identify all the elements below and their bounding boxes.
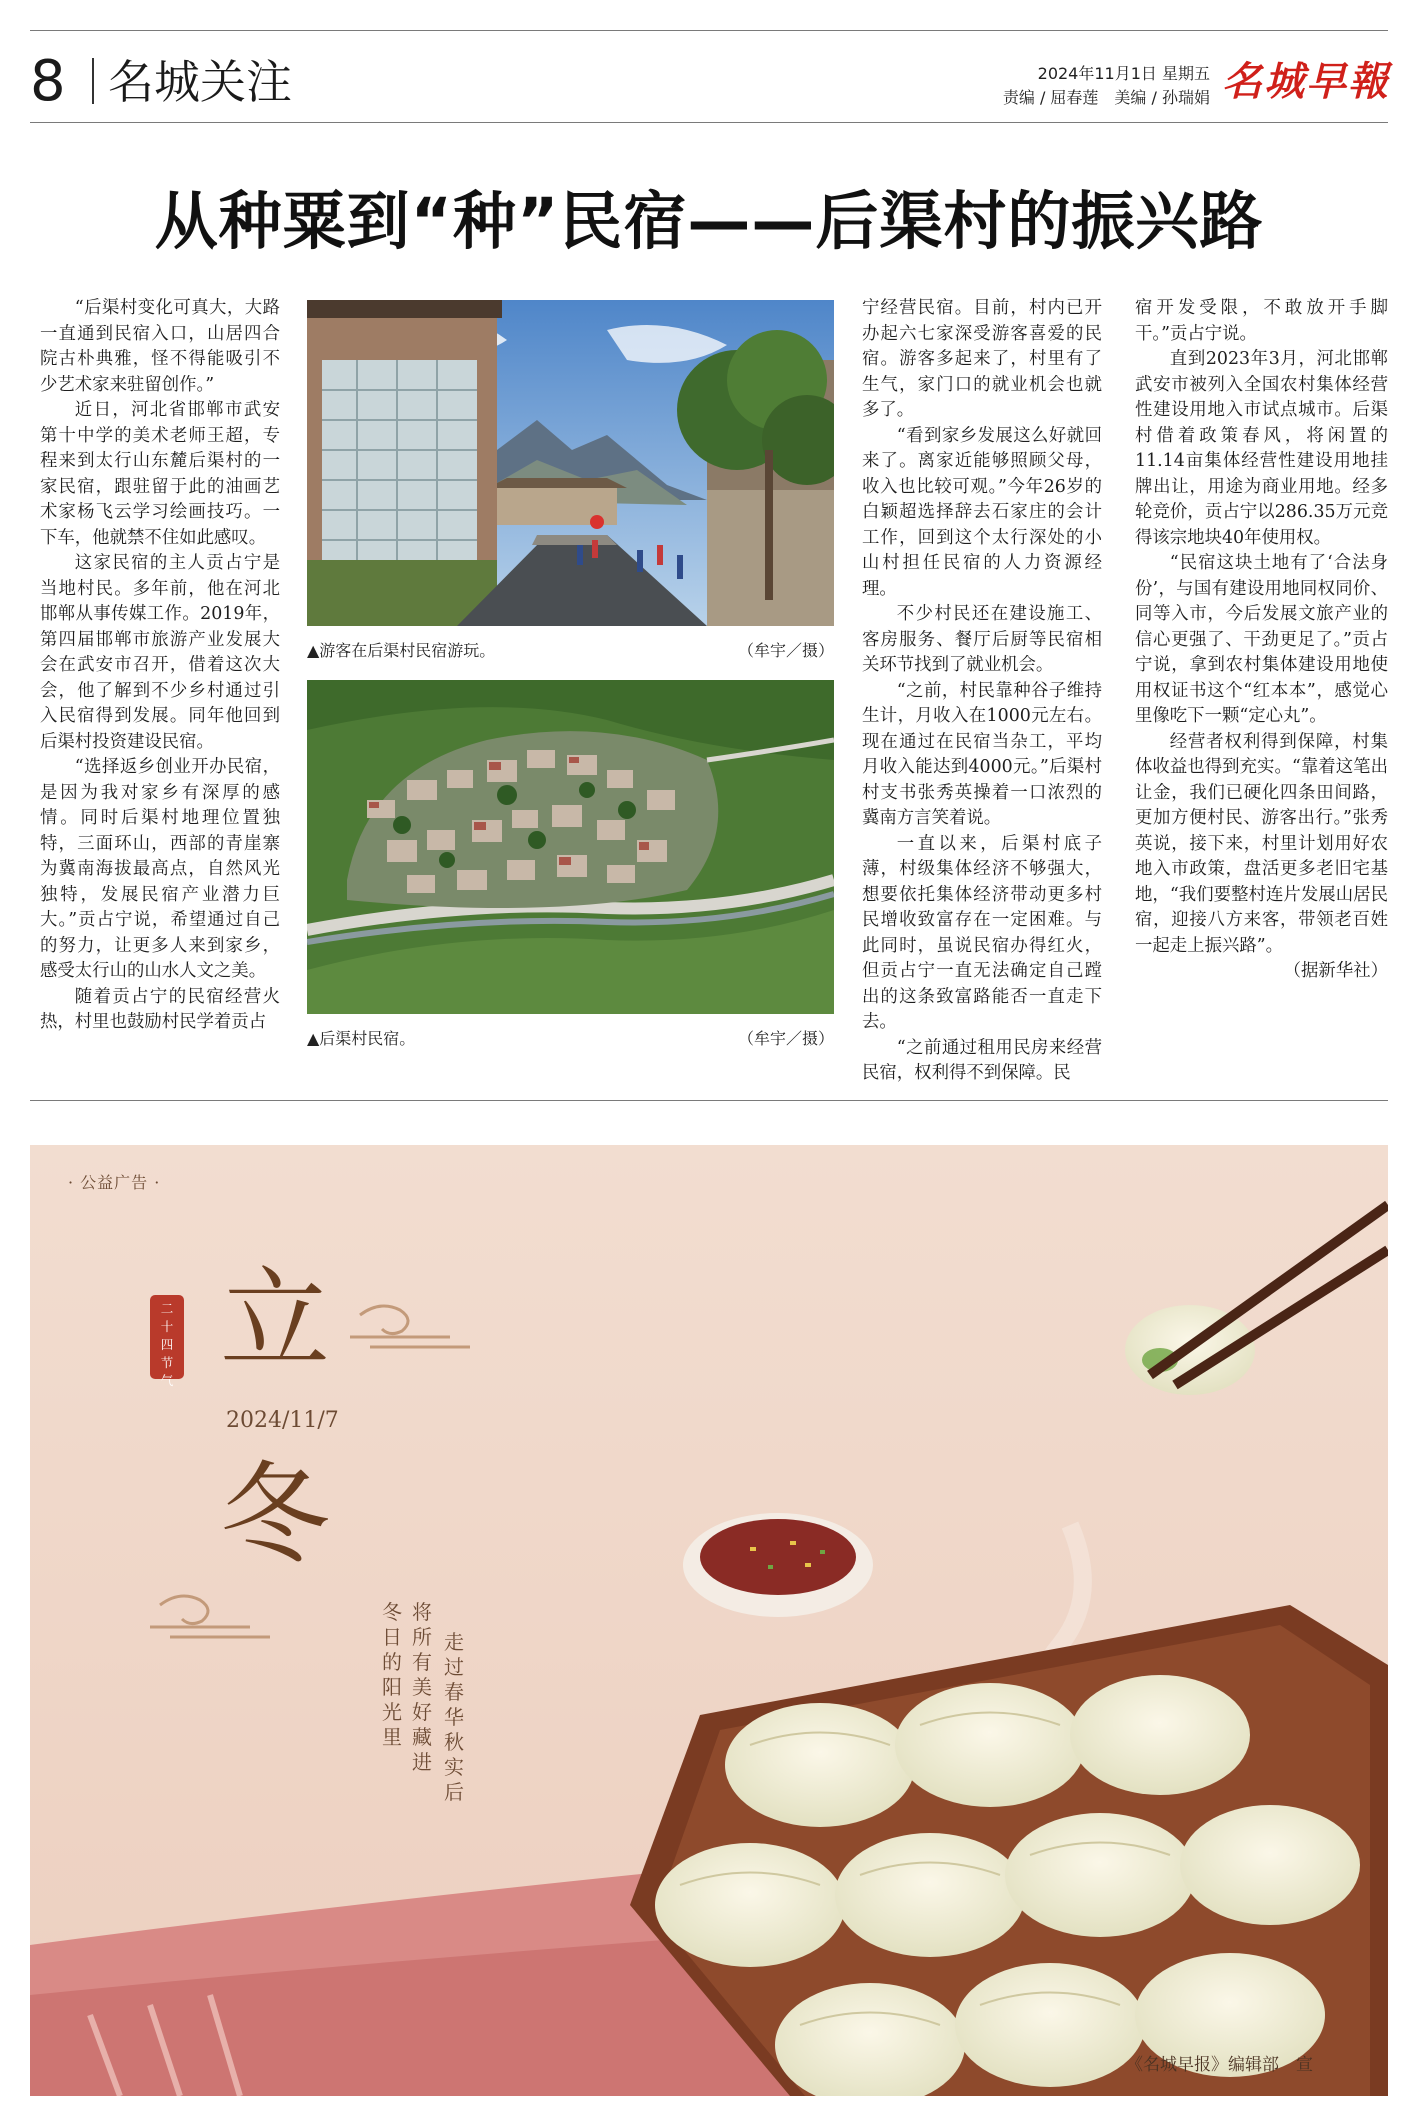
editors-line: 责编 / 屈春莲 美编 / 孙瑞娟 <box>1002 88 1210 107</box>
header-separator <box>92 58 94 104</box>
headline: 从种粟到“种”民宿——后渠村的振兴路 <box>154 185 1264 258</box>
article-column-1 <box>40 296 280 1036</box>
section-rule <box>30 1100 1388 1101</box>
paragraph: “看到家乡发展这么好就回来了。离家近能够照顾父母，收入也比较可观。”今年26岁的白颖超选择辞去石家庄的会计工作，回到这个太行深处的小山村担任民宿的人力资源经理。 <box>862 425 1102 599</box>
article-column-3 <box>862 296 1102 1087</box>
article-column-4 <box>1135 296 1388 985</box>
photo-aerial-village <box>307 680 834 1014</box>
paragraph: 宿开发受限，不敢放开手脚干。”贡占宁说。 <box>1135 298 1388 344</box>
street-photo-illustration <box>307 300 834 626</box>
aerial-photo-illustration <box>307 680 834 1014</box>
solar-term-char-1: 立 <box>220 1256 330 1384</box>
paragraph: “民宿这块土地有了‘合法身份’，与国有建设用地同权同价、同等入市，今后发展文旅产业的信心更强了、干劲更足了。”贡占宁说，拿到农村集体建设用地使用权证书这个“红本本”，感觉心里像吃下一颗“定心丸”。 <box>1135 553 1388 726</box>
photo-caption: ▲后渠村民宿。 <box>307 1029 416 1048</box>
paragraph: 宁经营民宿。目前，村内已开办起六七家深受游客喜爱的民宿。游客多起来了，村里有了生气，家门口的就业机会也就多了。 <box>862 298 1102 420</box>
paragraph <box>1135 730 1388 981</box>
paragraph: “之前通过租用民房来经营民宿，权利得不到保障。民 <box>862 1037 1102 1083</box>
public-service-poster <box>30 1145 1388 2096</box>
header-meta <box>960 62 1210 110</box>
article-source: （据新华社） <box>1283 961 1388 981</box>
paragraph: 不少村民还在建设施工、客房服务、餐厅后厨等民宿相关环节找到了就业机会。 <box>862 604 1102 675</box>
solar-term-char-2: 冬 <box>220 1451 330 1579</box>
photo-credit: （牟宇／摄） <box>737 641 834 660</box>
poster-footer: 《名城早报》编辑部 宣 <box>1126 2055 1313 2075</box>
photo-credit: （牟宇／摄） <box>737 1029 834 1048</box>
paragraph: 一直以来，后渠村底子薄，村级集体经济不够强大，想要依托集体经济带动更多村民增收致富存在一定困难。与此同时，虽说民宿办得红火，但贡占宁一直无法确定自己蹚出的这条致富路能否一直走下去。 <box>862 833 1102 1032</box>
page-number: 8 <box>30 49 66 114</box>
poem-line-3: 冬日的阳光里 <box>382 1600 402 1749</box>
poem-line-1: 走过春华秋实后 <box>444 1630 464 1804</box>
seal-text <box>150 1300 184 1390</box>
poem-line-2: 将所有美好藏进 <box>412 1600 432 1774</box>
paragraph-text: 经营者权利得到保障，村集体收益也得到充实。“靠着这笔出让金，我们已硬化四条田间路，更加方便村民、游客出行。”张秀英说，接下来，村里计划用好农地入市政策，盘活更多老旧宅基地，“我们要整村连片发展山居民宿，迎接八方来客，带领老百姓一起走上振兴路”。 <box>1135 731 1388 956</box>
paragraph: 随着贡占宁的民宿经营火热，村里也鼓励村民学着贡占 <box>40 986 280 1032</box>
section-title: 名城关注 <box>108 55 292 109</box>
ad-tag: · 公益广告 · <box>68 1173 161 1192</box>
paragraph: 近日，河北省邯郸市武安第十中学的美术老师王超，专程来到太行山东麓后渠村的一家民宿，跟驻留于此的油画艺术家杨飞云学习绘画技巧。一下车，他就禁不住如此感叹。 <box>40 400 280 548</box>
header-rule <box>30 122 1388 123</box>
photo-village-street <box>307 300 834 626</box>
date-line: 2024年11月1日 星期五 <box>1037 64 1210 83</box>
top-rule <box>30 30 1388 31</box>
paragraph: “后渠村变化可真大，大路一直通到民宿入口，山居四合院古朴典雅，怪不得能吸引不少艺术家来驻留创作。” <box>40 298 280 395</box>
paragraph: 这家民宿的主人贡占宁是当地村民。多年前，他在河北邯郸从事传媒工作。2019年，第四届邯郸市旅游产业发展大会在武安市召开，借着这次大会，他了解到不少乡村通过引入民宿得到发展。同年他回到后渠村投资建设民宿。 <box>40 553 280 752</box>
paragraph: “之前，村民靠种谷子维持生计，月收入在1000元左右。现在通过在民宿当杂工，平均月收入能达到4000元。”后渠村村支书张秀英操着一口浓烈的冀南方言笑着说。 <box>862 680 1102 828</box>
paragraph: “选择返乡创业开办民宿，是因为我对家乡有深厚的感情。同时后渠村地理位置独特，三面环山，西部的青崖寨为冀南海拔最高点，自然风光独特，发展民宿产业潜力巨大。”贡占宁说，希望通过自己的努力，让更多人来到家乡，感受太行山的山水人文之美。 <box>40 757 280 981</box>
paragraph: 直到2023年3月，河北邯郸武安市被列入全国农村集体经营性建设用地入市试点城市。后渠村借着政策春风，将闲置的11.14亩集体经营性建设用地挂牌出让，用途为商业用地。经多轮竞价，贡占宁以286.35万元竞得该宗地块40年使用权。 <box>1135 349 1388 548</box>
photo-caption: ▲游客在后渠村民宿游玩。 <box>307 641 496 660</box>
seal-label: 二十四节气 <box>160 1301 174 1388</box>
poster-date: 2024/11/7 <box>226 1408 339 1433</box>
newspaper-logo: 名城早報 <box>1222 58 1390 105</box>
